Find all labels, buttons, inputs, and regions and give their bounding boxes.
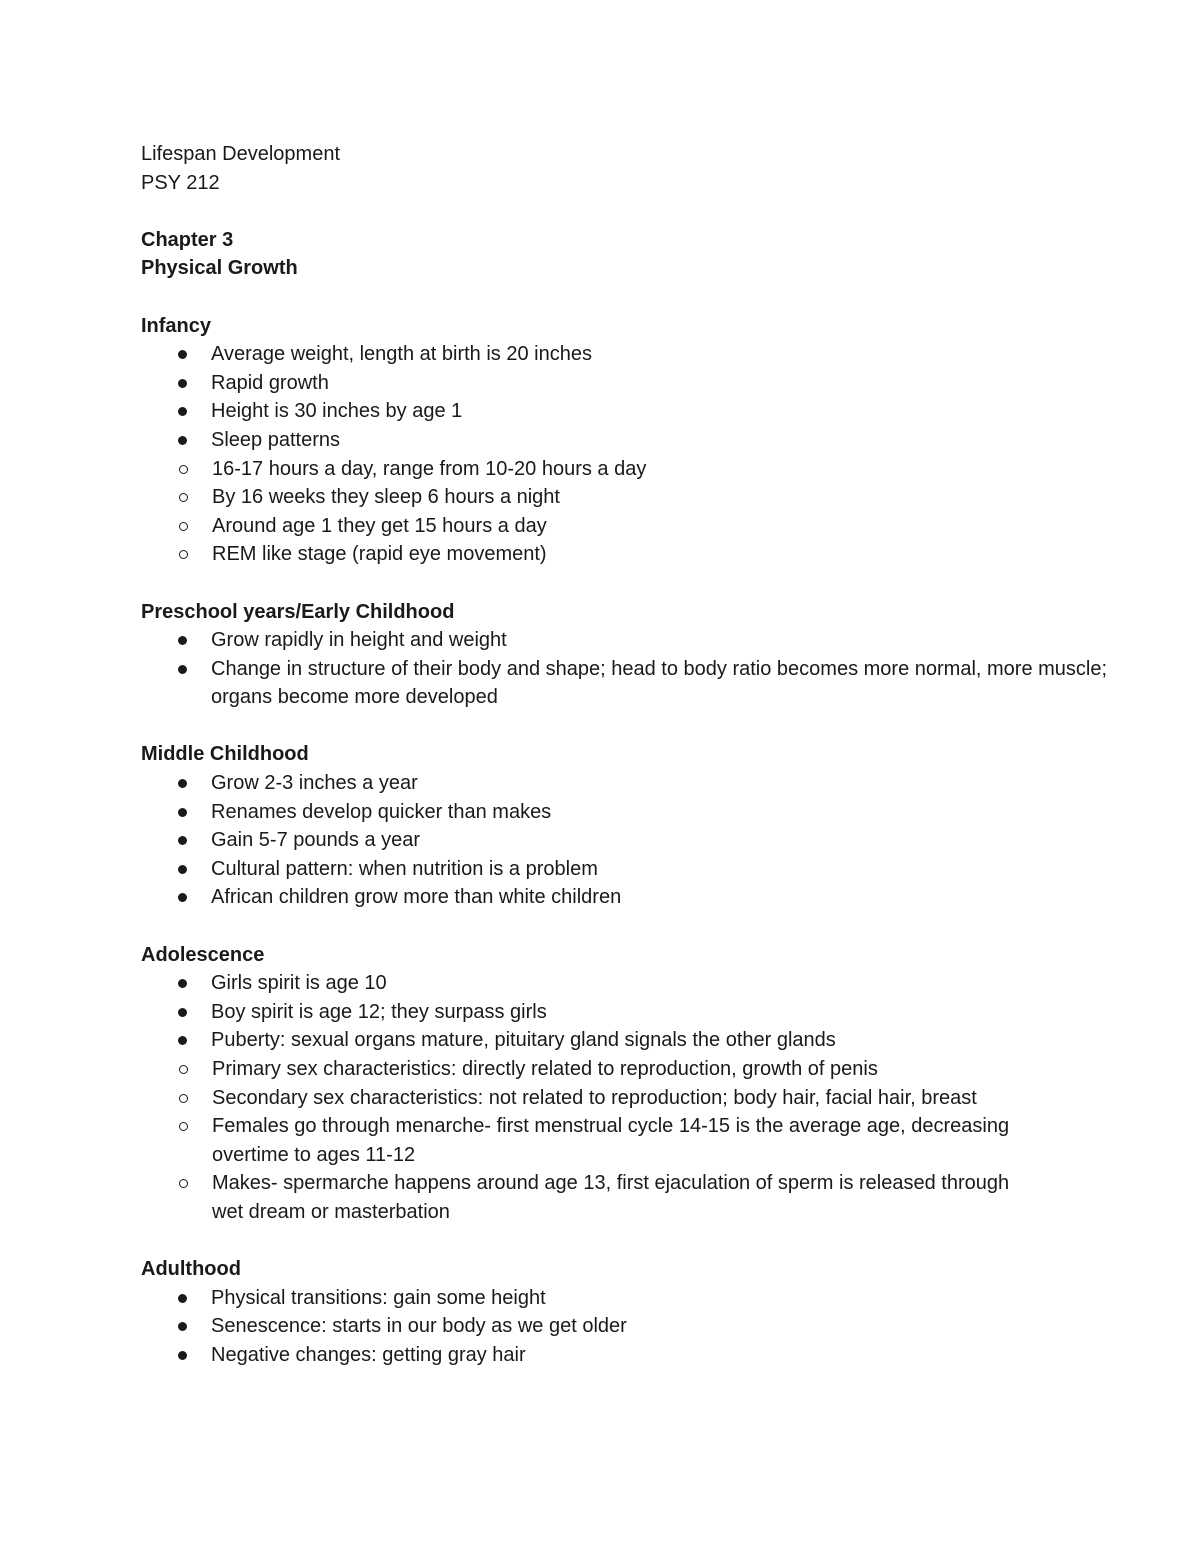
list-item: Gain 5-7 pounds a year: [141, 826, 1111, 855]
list-item-with-sublist: [141, 426, 1200, 569]
adolescence-list: [141, 969, 1200, 1226]
list-item: Rapid growth: [141, 369, 1111, 398]
spacer: [141, 569, 1200, 598]
spacer: [141, 283, 1200, 312]
sublist-item: Around age 1 they get 15 hours a day: [141, 512, 1042, 541]
infancy-list: [141, 340, 1200, 569]
chapter-topic: Physical Growth: [141, 257, 298, 280]
list-item: Average weight, length at birth is 20 inches: [141, 340, 1111, 369]
spacer: [141, 712, 1200, 741]
list-item-text: Puberty: sexual organs mature, pituitary gland signals the other glands: [141, 1026, 1200, 1055]
list-item: African children grow more than white children: [141, 883, 1111, 912]
puberty-sublist: [141, 1055, 1200, 1227]
list-item: Cultural pattern: when nutrition is a problem: [141, 855, 1111, 884]
list-item: Negative changes: getting gray hair: [141, 1341, 1111, 1370]
adulthood-list: [141, 1284, 1200, 1370]
middle-childhood-list: [141, 769, 1200, 912]
course-code: PSY 212: [141, 171, 220, 194]
list-item: Boy spirit is age 12; they surpass girls: [141, 998, 1111, 1027]
preschool-list: [141, 626, 1200, 712]
list-item: Girls spirit is age 10: [141, 969, 1111, 998]
list-item: Grow rapidly in height and weight: [141, 626, 1111, 655]
list-item: Renames develop quicker than makes: [141, 798, 1111, 827]
list-item: Grow 2-3 inches a year: [141, 769, 1111, 798]
list-item: Height is 30 inches by age 1: [141, 397, 1111, 426]
list-item-text: Sleep patterns: [141, 426, 1200, 455]
section-heading-adolescence: Adolescence: [141, 943, 265, 966]
spacer: [141, 197, 1200, 226]
sublist-item: Secondary sex characteristics: not related to reproduction; body hair, facial hair, breast: [141, 1084, 1042, 1113]
section-heading-adulthood: Adulthood: [141, 1258, 241, 1281]
sublist-item: Females go through menarche- first menstrual cycle 14-15 is the average age, decreasing overtime to ages 11-12: [141, 1112, 1042, 1169]
section-heading-middle-childhood: Middle Childhood: [141, 743, 309, 766]
spacer: [141, 912, 1200, 941]
sublist-item: REM like stage (rapid eye movement): [141, 540, 1042, 569]
sublist-item: Makes- spermarche happens around age 13, first ejaculation of sperm is released through wet dream or masterbation: [141, 1169, 1042, 1226]
list-item: Senescence: starts in our body as we get older: [141, 1312, 1111, 1341]
sleep-sublist: [141, 455, 1200, 569]
chapter-label: Chapter 3: [141, 228, 234, 251]
section-heading-infancy: Infancy: [141, 314, 212, 337]
course-title: Lifespan Development: [141, 143, 341, 165]
sublist-item: By 16 weeks they sleep 6 hours a night: [141, 483, 1042, 512]
spacer: [141, 1227, 1200, 1256]
sublist-item: Primary sex characteristics: directly related to reproduction, growth of penis: [141, 1055, 1042, 1084]
list-item: Physical transitions: gain some height: [141, 1284, 1111, 1313]
section-heading-preschool: Preschool years/Early Childhood: [141, 600, 455, 623]
list-item: Change in structure of their body and shape; head to body ratio becomes more normal, more muscle; organs become more developed: [141, 655, 1111, 712]
sublist-item: 16-17 hours a day, range from 10-20 hours a day: [141, 455, 1042, 484]
list-item-with-sublist: [141, 1026, 1200, 1226]
